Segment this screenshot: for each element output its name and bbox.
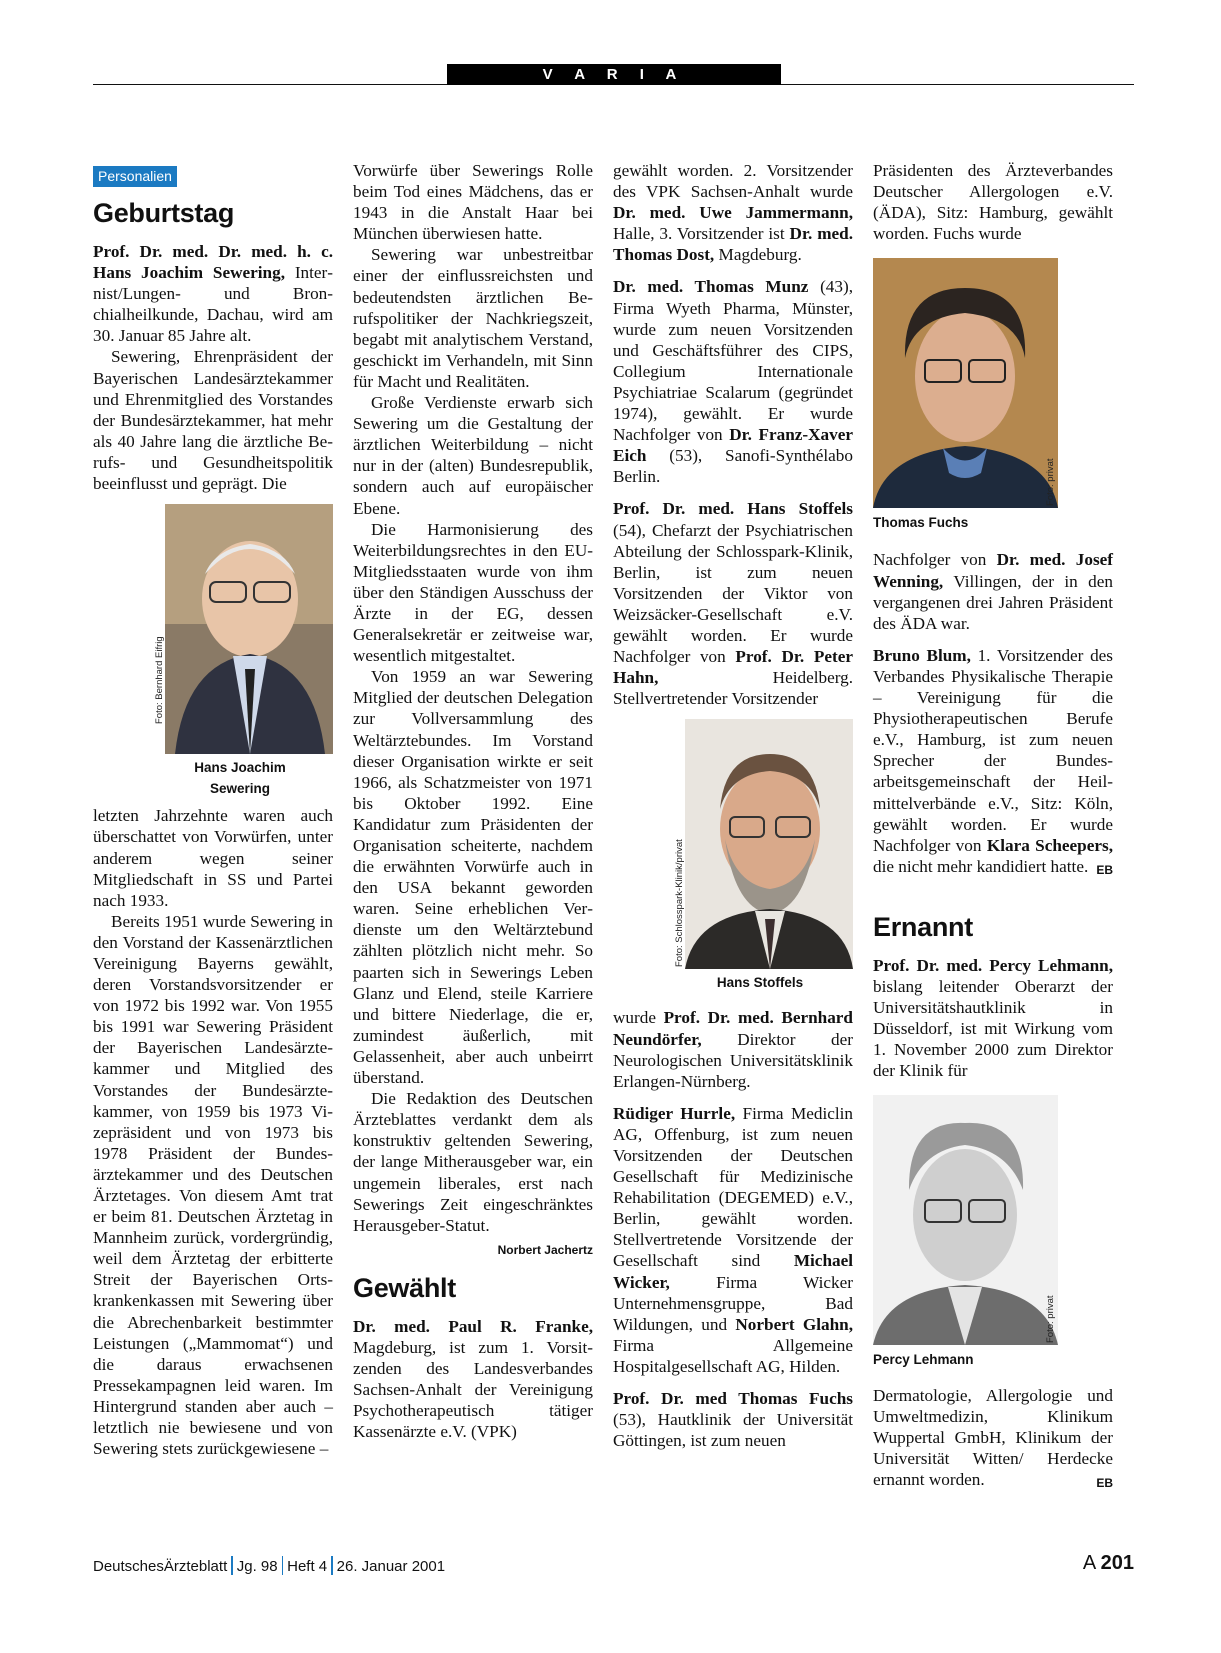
paragraph: Dr. med. Paul R. Franke, Magdeburg, ist zum 1. Vorsitzenden des Landesverbandes Sachsen-Anhalt der Vereinigung Psychotherapeutisch tätiger Kassenärzte e.V. (VPK): [353, 1316, 593, 1442]
photo-lehmann: [873, 1095, 1113, 1370]
paragraph: Prof. Dr. med. Percy Lehmann, bislang leitender Oberarzt der Universitätshautklinik in Düsseldorf, ist mit Wirkung vom 1. November 2000 zum Direktor der Klinik für: [873, 955, 1113, 1081]
journal-volume: Jg. 98: [236, 1558, 278, 1575]
paragraph: Große Verdienste erwarb sich Sewering um die Gestaltung der ärztlichen Weiterbildung – nicht nur in der (alten) Bundesrepublik, sondern auch auf europäischer Ebene.: [353, 393, 593, 518]
column-3: [613, 160, 853, 1451]
heading-geburtstag: Geburtstag: [93, 198, 235, 228]
paragraph: Sewering war unbestreitbar einer der einflussreichsten und bedeutendsten ärztlichen Berufspolitiker der Nachkriegszeit, begabt mit analytischem Verstand, geschickt im Verhandeln, mit Sinn für Macht und Realitäten.: [353, 245, 593, 391]
paragraph: Dr. med. Thomas Munz (43), Firma Wyeth Pharma, Münster, wurde zum neuen Vorsitzenden und Geschäftsführer des CIPS, Collegium Internationale Psychiatriae Scalarum (gegründet 1974), gewählt. Er wurde Nachfolger von Dr. Franz-Xaver Eich (53), Sanofi-Synthélabo Berlin.: [613, 277, 853, 487]
journal-name: DeutschesÄrzteblatt: [93, 1558, 228, 1575]
heading-gewaehlt: Gewählt: [353, 1272, 456, 1303]
credit-fuchs: Foto: privat: [1045, 458, 1056, 507]
category-tag: Personalien: [93, 166, 177, 187]
paragraph: Prof. Dr. med. Dr. med. h. c. Hans Joachim Sewering, Internist/Lungen- und Bronchialheilkunde, Dachau, wird am 30. Januar 85 Jahre alt.: [93, 242, 333, 346]
page-number-value: 201: [1100, 1552, 1134, 1574]
paragraph: Prof. Dr. med. Hans Stoffels (54), Chefarzt der Psychiatrischen Abteilung der Schlosspark-Klinik, Berlin, ist zum neuen Vorsitzenden der Viktor von Weizsäcker-Gesellschaft e.V. gewählt worden. Er wurde Nachfolger von Prof. Dr. Peter Hahn, Heidelberg. Stellvertretender Vorsitzender: [613, 499, 853, 709]
footer-separator: [282, 1556, 284, 1575]
paragraph: Präsidenten des Ärzteverbandes Deutscher Allergologen e.V. (ÄDA), Sitz: Hamburg, gewählt worden. Fuchs wurde: [873, 161, 1113, 244]
paragraph: Bruno Blum, 1. Vorsitzender des Verbandes Physikalische Therapie – Vereinigung für die Physiotherapeutischen Berufe e.V., Hamburg, ist zum neuen Sprecher der Bundesarbeitsgemeinschaft der Heilmittelverbände e.V., Sitz: Köln, gewählt worden. Er wurde Nachfolger von Klara Scheepers, die nicht mehr kandidiert hatte. EB: [873, 645, 1113, 877]
portrait-fuchs: [873, 258, 1058, 508]
section-header: V A R I A: [447, 64, 781, 85]
signature-jachertz: Norbert Jachertz: [497, 1242, 593, 1257]
paragraph: Die Harmonisierung des Weiterbildungsrechtes in den EU-Mitgliedsstaaten wurde von ihm über den Ständigen Ausschuss der Ärzte in der EG, dessen Generalsekretär er zeitweise war, wesentlich mitgestaltet.: [353, 519, 593, 666]
photo-stoffels: [674, 719, 853, 993]
paragraph: Sewering, Ehrenpräsident der Bayerischen Landesärztekammer und Ehrenmitglied des Vorstandes der Bundesärztekammer, hat mehr als 40 Jahre lang die ärztliche Berufs- und Gesundheitspolitik beeinflusst und geprägt. Die: [93, 347, 333, 494]
credit-sewering: Foto: Bernhard Eifrig: [154, 636, 165, 725]
paragraph: gewählt worden. 2. Vorsitzender des VPK Sachsen-Anhalt wurde Dr. med. Uwe Jammermann, Halle, 3. Vorsitzender ist Dr. med. Thomas Dost, Magdeburg.: [613, 161, 854, 265]
journal-date: 26. Januar 2001: [336, 1558, 446, 1575]
paragraph: Die Redaktion des Deutschen Ärzteblattes verdankt dem als konstruktiv geltenden Sewering, der lange Mitherausgeber war, ein ungemein liberales, erst nach Sewerings Zeit eingeschränktes Herausgeber-Statut. Norbert Jachertz: [353, 1088, 593, 1236]
heading-ernannt: Ernannt: [873, 911, 973, 942]
page-number: [1083, 1552, 1134, 1575]
credit-stoffels: Foto: Schlosspark-Klinik/privat: [674, 839, 685, 968]
page-footer: [93, 1552, 1134, 1580]
paragraph: Rüdiger Hurrle, Firma Mediclin AG, Offenburg, ist zum neuen Vorsitzenden der Deutschen Gesellschaft für Medizinische Rehabilitation (DEGEMED) e.V., Berlin, gewählt worden. Stellvertretende Vorsitzende der Gesellschaft sind Michael Wicker, Firma Wicker Unternehmensgruppe, Bad Wildungen, und Norbert Glahn, Firma Allgemeine Hospitalgesellschaft AG, Hilden.: [613, 1103, 854, 1376]
paragraph: Nachfolger von Dr. med. Josef Wenning, Villingen, der in den vergangenen drei Jahren Präsident des ÄDA war.: [873, 550, 1113, 633]
caption-lehmann: Percy Lehmann: [873, 1352, 974, 1368]
caption-fuchs: Thomas Fuchs: [873, 515, 969, 531]
paragraph: Bereits 1951 wurde Sewering in den Vorstand der Kassenärztlichen Vereinigung Bayerns gewählt, deren Vorstandsvorsitzender er von 1972 bis 1992 war. Von 1955 bis 1991 war Sewering Präsident der Bayerischen Landesärztekammer und Mitglied des Vorstandes der Bundesärztekammer, von 1959 bis 1973 Vizepräsident und von 1973 bis 1978 Präsident der Bundesärztekammer und des Deutschen Ärztetages. Von diesem Amt trat er beim 81. Deutschen Ärztetag in Mannheim zurück, vordergründig, weil dem Ärztetag der erbitterte Streit der Bayerischen Ortskrankenkassen mit Sewering über die Abrechenbarkeit bestimmter Leistungen („Mammomat“) und die daraus erwachsenen Pressekampagnen leid waren. Im Hintergrund standen aber auch – letztlich nie bewiesene und von Sewering stets zurückgewiesene –: [93, 911, 333, 1459]
portrait-stoffels: [685, 719, 853, 969]
credit-lehmann: Foto: privat: [1045, 1295, 1056, 1344]
signature-eb-1: EB: [1096, 862, 1113, 877]
paragraph: Prof. Dr. med Thomas Fuchs (53), Hautklinik der Universität Göttingen, ist zum neuen: [613, 1389, 853, 1451]
page-prefix: A: [1082, 1552, 1096, 1574]
caption-stoffels: Hans Stoffels: [716, 975, 804, 991]
paragraph: Dermatologie, Allergologie und Umweltmedizin, Klinikum Wuppertal GmbH, Klinikum der Universität Witten/ Herdecke ernannt worden. EB: [873, 1385, 1113, 1490]
paragraph: letzten Jahrzehnte waren auch überschattet von Vorwürfen, unter anderem wegen seiner Mitgliedschaft in SS und Partei nach 1933.: [93, 806, 333, 910]
footer-separator: [231, 1556, 233, 1575]
signature-eb-2: EB: [1096, 1475, 1113, 1490]
column-4: [873, 160, 1113, 1494]
portrait-lehmann: [873, 1095, 1058, 1345]
footer-separator: [331, 1556, 333, 1575]
paragraph: Von 1959 an war Sewering Mitglied der deutschen Delegation zur Vollversammlung des Weltärztebundes. Im Vorstand dieser Organisation wirkte er seit 1966, als Schatzmeister von 1971 bis Oktober 1992. Eine Kandidatur zum Präsidenten der Organisation scheiterte, nachdem die erwähnten Vorwürfe auch in den USA bekannt geworden waren. Seine erheblichen Verdienste um den Weltärztebund zählten plötzlich nicht mehr. So paarten sich in Sewerings Leben Glanz und Elend, steile Karriere und bittere Niederlage, die er, zumindest äußerlich, mit Gelassenheit, aber auch unbeirrt überstand.: [353, 667, 593, 1088]
paragraph: wurde Prof. Dr. med. Bernhard Neundörfer, Direktor der Neurologischen Universitätsklinik Erlangen-Nürnberg.: [613, 1008, 853, 1091]
column-2: [353, 160, 593, 1442]
photo-fuchs: [873, 258, 1113, 533]
column-1: [93, 165, 333, 1459]
portrait-sewering: [165, 504, 333, 754]
caption-sewering: Hans Joachim Sewering: [194, 760, 286, 797]
paragraph: Vorwürfe über Sewerings Rolle beim Tod eines Mädchens, das er 1943 in die Anstalt Haar bei München überwiesen hatte.: [353, 161, 593, 244]
photo-sewering: [154, 504, 333, 799]
journal-issue: Heft 4: [287, 1558, 328, 1575]
